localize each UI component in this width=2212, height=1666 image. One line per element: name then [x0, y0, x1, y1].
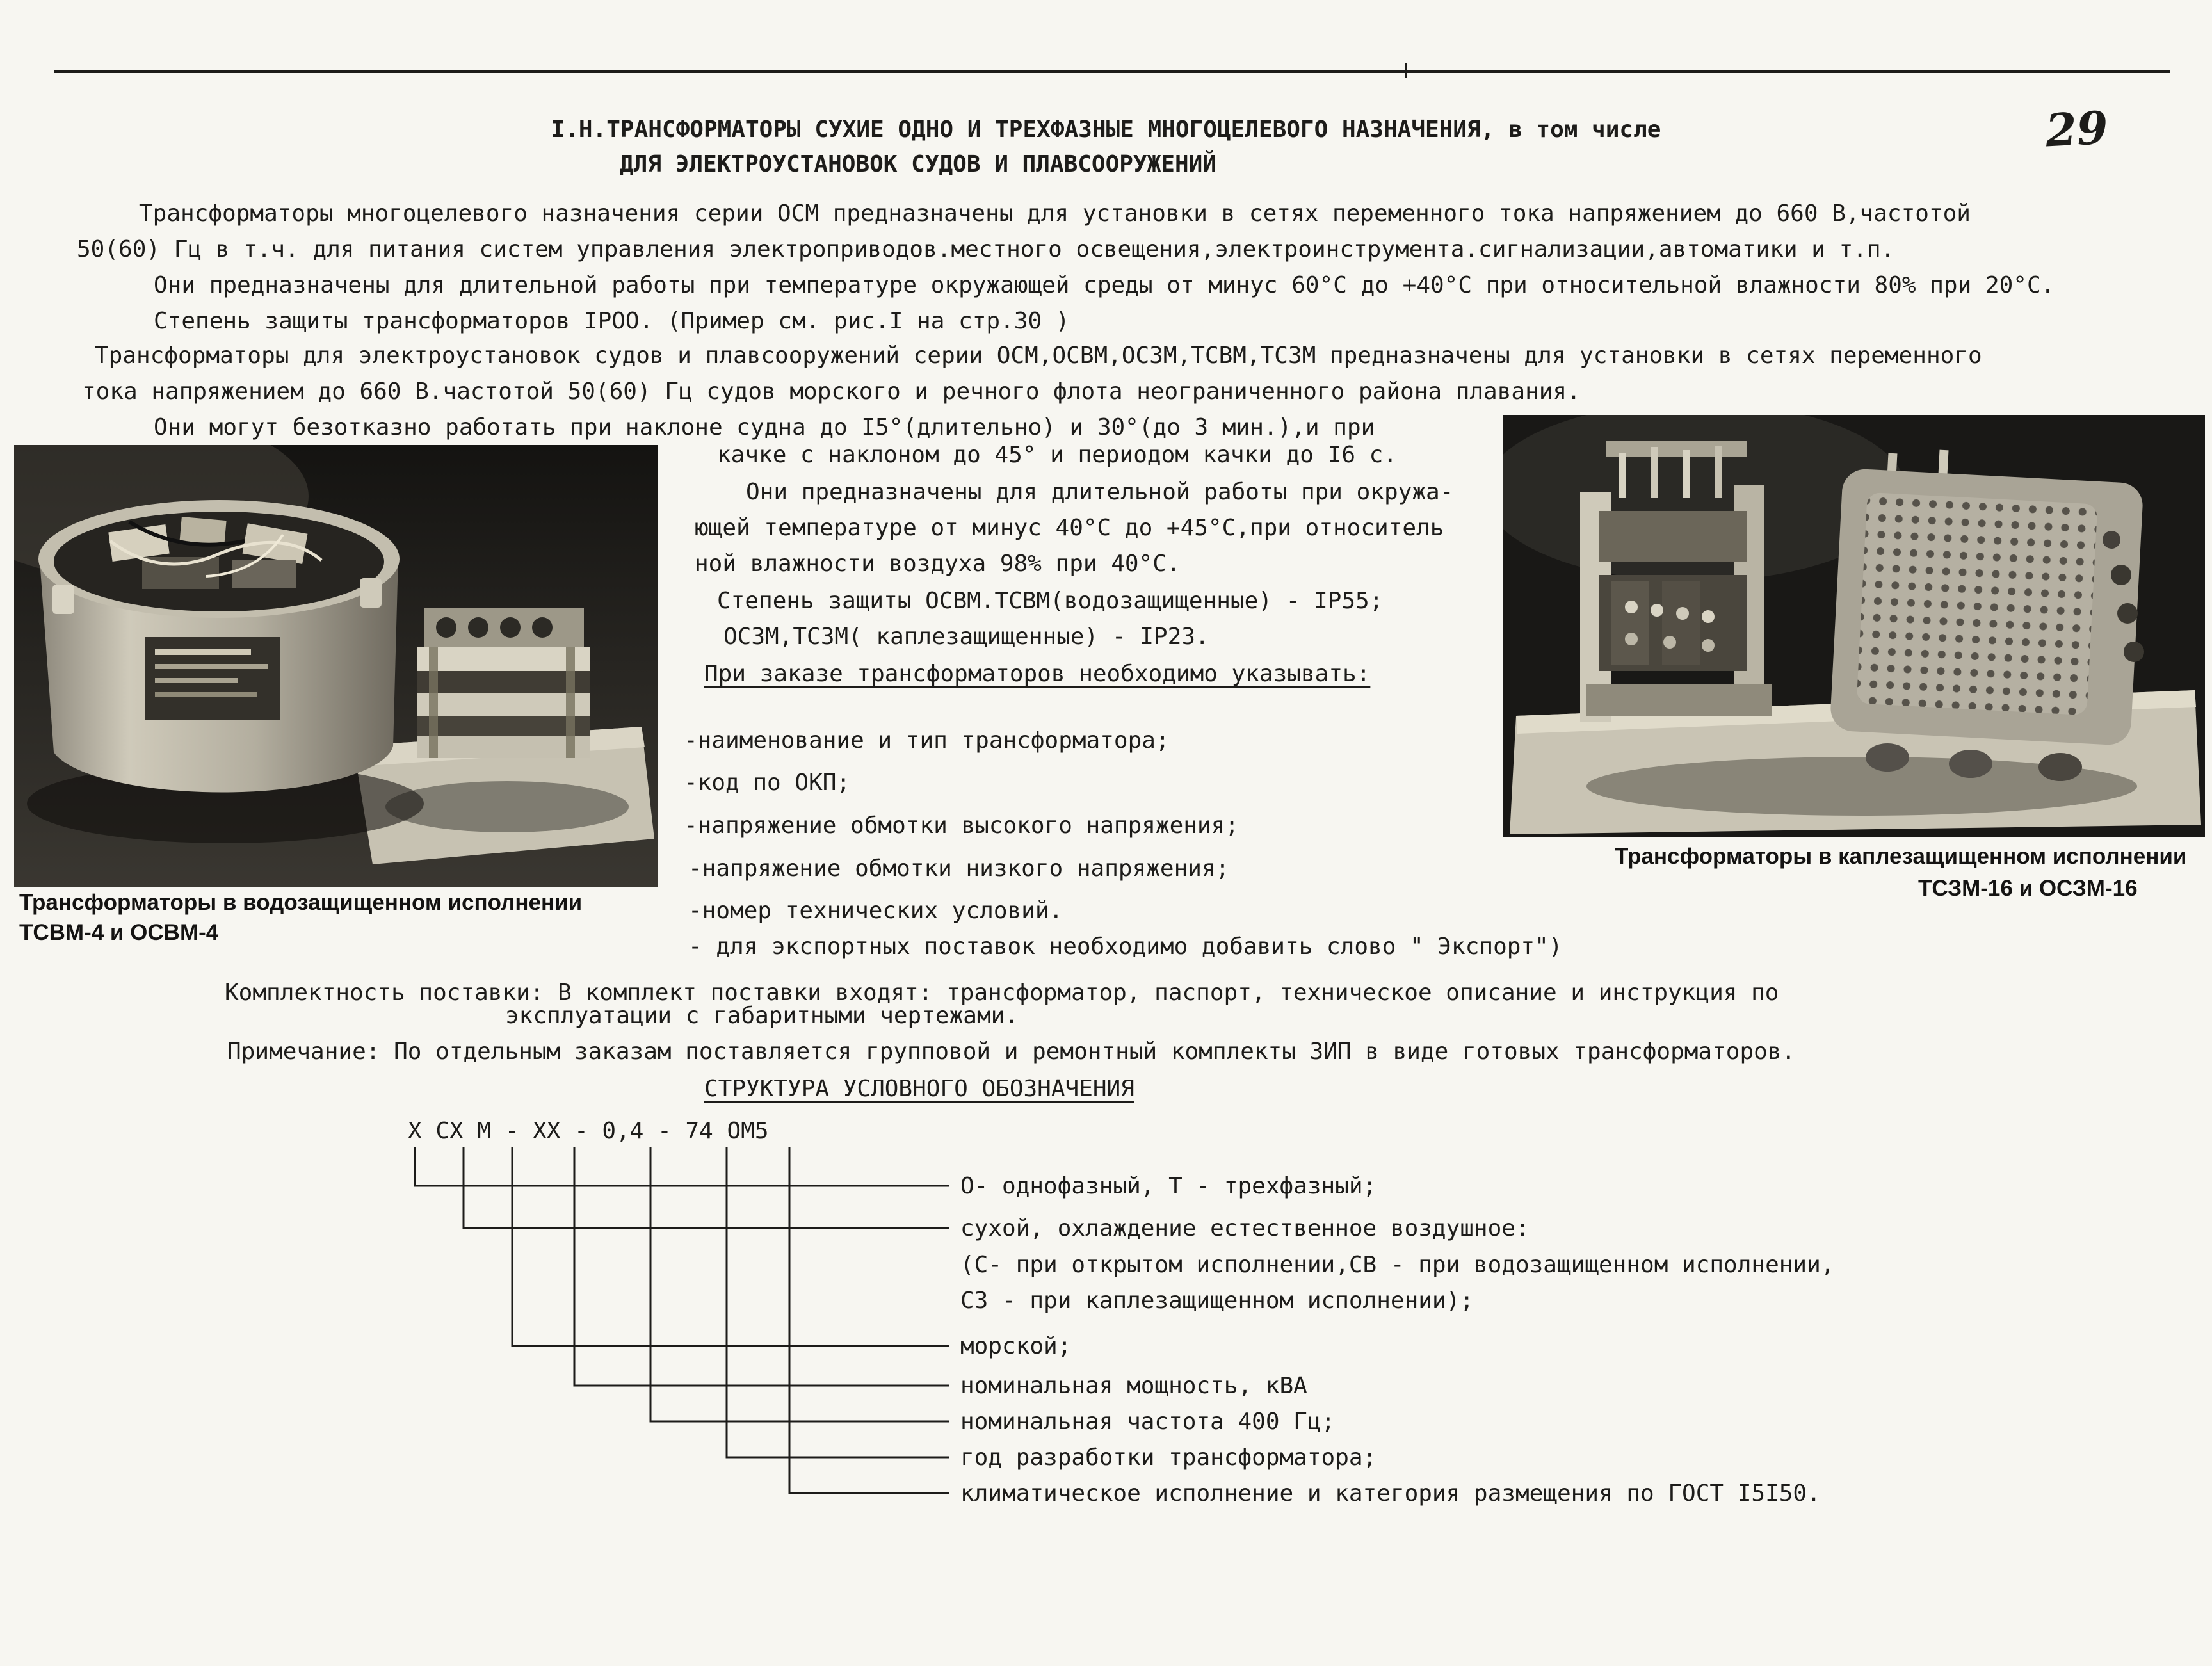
photo-waterproof-illustration [14, 445, 658, 887]
page-title-line-2: ДЛЯ ЭЛЕКТРОУСТАНОВОК СУДОВ И ПЛАВСООРУЖЕНИЙ [620, 151, 1216, 177]
designation-label-climate: климатическое исполнение и категория размещения по ГОСТ I5I50. [960, 1480, 1821, 1507]
order-item-2: -код по ОКП; [684, 770, 851, 796]
designation-label-marine: морской; [960, 1333, 1072, 1359]
designation-label-cooling-cont-1: (С- при открытом исполнении,СВ - при водозащищенном исполнении, [960, 1252, 1835, 1278]
order-item-5: -номер технических условий. [688, 898, 1063, 924]
designation-label-year: год разработки трансформатора; [960, 1444, 1377, 1471]
mid-line-4: ной влажности воздуха 98% при 40°С. [695, 551, 1181, 577]
photo-waterproof-transformers [14, 445, 658, 887]
page-number: 29 [2044, 101, 2110, 158]
mid-line-3: ющей температуре от минус 40°С до +45°С,при относитель [695, 515, 1444, 541]
designation-label-phase: О- однофазный, Т - трехфазный; [960, 1173, 1377, 1199]
mid-line-1: качке с наклоном до 45° и периодом качки до I6 с. [717, 442, 1398, 468]
mid-line-6: ОСЗМ,ТСЗМ( каплезащищенные) - IР23. [723, 624, 1209, 650]
intro-line-1: Трансформаторы многоцелевого назначения серии ОСМ предназначены для установки в сетях переменного тока напряжением до 660 В,частотой [139, 200, 1971, 227]
designation-code: Х СХ М - ХХ - 0,4 - 74 ОМ5 [408, 1118, 769, 1144]
intro-line-5: Трансформаторы для электроустановок судов и плавсооружений серии ОСМ,ОСВМ,ОСЗМ,ТСВМ,ТСЗМ предназначены для установки в сетях переменного [95, 343, 1982, 369]
completeness-line-1: Комплектность поставки: В комплект поставки входят: трансформатор, паспорт, техническое описание и инструкция по [225, 980, 1779, 1006]
designation-label-cooling: сухой, охлаждение естественное воздушное: [960, 1215, 1530, 1241]
order-instruction-heading: При заказе трансформаторов необходимо указывать: [704, 661, 1371, 687]
order-item-6: - для экспортных поставок необходимо добавить слово " Экспорт") [688, 934, 1563, 960]
completeness-line-2: эксплуатации с габаритными чертежами. [505, 1003, 1019, 1029]
intro-line-4: Степень защиты трансформаторов IРОО. (Пример см. рис.I на стр.30 ) [154, 308, 1070, 334]
caption-left-line-1: Трансформаторы в водозащищенном исполнении [19, 890, 583, 915]
caption-right-line-1: Трансформаторы в каплезащищенном исполнении [1615, 844, 2187, 869]
page-title-line-1: I.Н.ТРАНСФОРМАТОРЫ СУХИЕ ОДНО И ТРЕХФАЗНЫЕ МНОГОЦЕЛЕВОГО НАЗНАЧЕНИЯ, в том числе [551, 117, 1661, 143]
intro-line-2: 50(60) Гц в т.ч. для питания систем управления электроприводов.местного освещения,электроинструмента.сигнализации,автоматики и т.п. [77, 236, 1895, 263]
caption-right-line-2: ТСЗМ-16 и ОСЗМ-16 [1918, 876, 2138, 901]
designation-label-frequency: номинальная частота 400 Гц; [960, 1409, 1336, 1435]
order-item-4: -напряжение обмотки низкого напряжения; [688, 855, 1230, 882]
mid-line-5: Степень защиты ОСВМ.ТСВМ(водозащищенные) - IР55; [717, 588, 1384, 614]
intro-line-7: Они могут безотказно работать при наклоне судна до I5°(длительно) и 30°(до 3 мин.),и при [154, 414, 1375, 441]
designation-structure-heading: СТРУКТУРА УСЛОВНОГО ОБОЗНАЧЕНИЯ [704, 1076, 1134, 1102]
intro-line-6: тока напряжением до 660 В.частотой 50(60) Гц судов морского и речного флота неограниченного района плавания. [82, 378, 1581, 405]
order-item-1: -наименование и тип трансформатора; [684, 727, 1170, 754]
caption-left-line-2: ТСВМ-4 и ОСВМ-4 [19, 920, 219, 945]
designation-label-cooling-cont-2: СЗ - при каплезащищенном исполнении); [960, 1288, 1474, 1314]
intro-line-3: Они предназначены для длительной работы при температуре окружающей среды от минус 60°С до +40°С при относительной влажности 80% при 20°С. [154, 272, 2055, 298]
designation-label-power: номинальная мощность, кВА [960, 1373, 1307, 1399]
note-line: Примечание: По отдельным заказам поставляется групповой и ремонтный комплекты ЗИП в виде готовых трансформаторов. [227, 1039, 1796, 1065]
photo-dripproof-illustration [1503, 415, 2205, 837]
order-item-3: -напряжение обмотки высокого напряжения; [684, 813, 1239, 839]
photo-dripproof-transformers [1503, 415, 2205, 837]
mid-line-2: Они предназначены для длительной работы при окружа- [746, 479, 1454, 505]
